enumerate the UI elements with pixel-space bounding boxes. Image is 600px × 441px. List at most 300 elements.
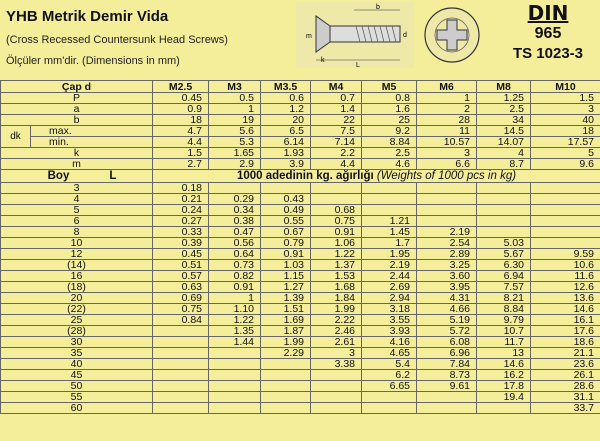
weight-value — [209, 348, 261, 359]
screw-side-drawing — [296, 2, 414, 68]
weight-value — [362, 392, 417, 403]
weight-value — [153, 392, 209, 403]
dimensions-table — [0, 80, 600, 414]
dimension-row — [1, 159, 600, 170]
length-cell: 35 — [1, 348, 153, 359]
weight-value: 2.22 — [311, 315, 362, 326]
weight-value: 1.21 — [362, 216, 417, 227]
weight-value: 14.6 — [531, 304, 600, 315]
dimension-value: 28 — [417, 115, 477, 126]
dimension-value: 5 — [531, 148, 600, 159]
dimension-value: 4.4 — [153, 137, 209, 148]
weight-value: 1.22 — [311, 249, 362, 260]
weight-value — [311, 403, 362, 414]
length-cell: 60 — [1, 403, 153, 414]
dimension-value: 10.57 — [417, 137, 477, 148]
dimension-label: P — [1, 93, 153, 104]
dimension-value: 8.84 — [362, 137, 417, 148]
weight-value: 11.7 — [477, 337, 531, 348]
weight-value: 16.1 — [531, 315, 600, 326]
weight-value — [417, 205, 477, 216]
weight-value — [531, 238, 600, 249]
weight-value — [153, 326, 209, 337]
weight-value — [153, 359, 209, 370]
weight-value — [153, 370, 209, 381]
dimension-value: 0.45 — [153, 93, 209, 104]
weight-value — [362, 403, 417, 414]
dimension-value: 7.5 — [311, 126, 362, 137]
size-header-cell: M10 — [531, 81, 600, 93]
weights-title-en: (Weights of 1000 pcs in kg) — [376, 170, 517, 182]
weight-value: 1.27 — [261, 282, 311, 293]
weight-row — [1, 392, 600, 403]
weight-value — [209, 403, 261, 414]
dimension-label: a — [1, 104, 153, 115]
weight-value — [477, 194, 531, 205]
weight-value: 1.53 — [311, 271, 362, 282]
weight-value: 1.95 — [362, 249, 417, 260]
weight-value — [417, 392, 477, 403]
weight-value: 5.4 — [362, 359, 417, 370]
weight-value: 0.67 — [261, 227, 311, 238]
length-cell: (22) — [1, 304, 153, 315]
weight-value: 1.44 — [209, 337, 261, 348]
weight-value: 6.30 — [477, 260, 531, 271]
weight-value — [417, 216, 477, 227]
weight-value: 1.68 — [311, 282, 362, 293]
ts-number: TS 1023-3 — [512, 45, 584, 62]
weight-value: 2.69 — [362, 282, 417, 293]
weight-value: 12.6 — [531, 282, 600, 293]
weight-value: 1.10 — [209, 304, 261, 315]
weight-row — [1, 337, 600, 348]
weight-value — [311, 392, 362, 403]
length-cell: 45 — [1, 370, 153, 381]
weight-value — [261, 359, 311, 370]
length-cell: 5 — [1, 205, 153, 216]
dimension-label: m — [1, 159, 153, 170]
length-cell: 40 — [1, 359, 153, 370]
weight-value: 0.64 — [209, 249, 261, 260]
weight-value: 1.7 — [362, 238, 417, 249]
dimension-value: 9.2 — [362, 126, 417, 137]
drawing-label-k: k — [321, 57, 325, 64]
weight-value: 1.99 — [311, 304, 362, 315]
weight-value — [531, 227, 600, 238]
dimension-label: max. — [31, 126, 153, 137]
dimension-value: 2.9 — [209, 159, 261, 170]
dimension-value: 2.5 — [477, 104, 531, 115]
weight-value — [209, 381, 261, 392]
length-cell: 16 — [1, 271, 153, 282]
dimension-label: b — [1, 115, 153, 126]
dimension-value: 2.2 — [311, 148, 362, 159]
weight-value: 0.49 — [261, 205, 311, 216]
size-header-cell: M8 — [477, 81, 531, 93]
dimension-value: 18 — [531, 126, 600, 137]
weight-value: 31.1 — [531, 392, 600, 403]
weight-value: 2.94 — [362, 293, 417, 304]
dimension-value: 0.5 — [209, 93, 261, 104]
weight-value: 0.91 — [261, 249, 311, 260]
weight-value — [311, 381, 362, 392]
dimension-value: 1.4 — [311, 104, 362, 115]
dimension-value: 11 — [417, 126, 477, 137]
dimension-value: 14.5 — [477, 126, 531, 137]
weight-value: 0.69 — [153, 293, 209, 304]
weight-row — [1, 370, 600, 381]
weight-value: 0.73 — [209, 260, 261, 271]
weight-value — [153, 348, 209, 359]
weight-value — [209, 359, 261, 370]
dimension-row — [1, 148, 600, 159]
subtitle-english: (Cross Recessed Countersunk Head Screws) — [6, 34, 228, 46]
weight-value: 3.93 — [362, 326, 417, 337]
length-cell: 55 — [1, 392, 153, 403]
weight-value: 7.84 — [417, 359, 477, 370]
weight-value: 2.61 — [311, 337, 362, 348]
weight-value: 3.18 — [362, 304, 417, 315]
dimension-value: 9.6 — [531, 159, 600, 170]
dimension-value: 0.9 — [153, 104, 209, 115]
length-cell: 3 — [1, 183, 153, 194]
dimension-value: 2.7 — [153, 159, 209, 170]
weight-value: 2.46 — [311, 326, 362, 337]
weight-value: 1.35 — [209, 326, 261, 337]
dimension-value: 0.8 — [362, 93, 417, 104]
weight-value — [362, 194, 417, 205]
boy-label: Boy — [47, 170, 70, 182]
weight-value: 5.19 — [417, 315, 477, 326]
weight-value: 6.65 — [362, 381, 417, 392]
weight-value: 1.99 — [261, 337, 311, 348]
weight-value: 6.96 — [417, 348, 477, 359]
weights-title — [153, 170, 600, 183]
weight-value: 1.37 — [311, 260, 362, 271]
din-label: DIN — [527, 1, 569, 25]
weight-value: 0.84 — [153, 315, 209, 326]
weight-value: 13.6 — [531, 293, 600, 304]
dimension-value: 1.6 — [362, 104, 417, 115]
dimension-value: 5.3 — [209, 137, 261, 148]
subtitle-units: Ölçüler mm'dir. (Dimensions in mm) — [6, 55, 180, 67]
weight-value — [209, 392, 261, 403]
weight-value — [477, 403, 531, 414]
dimension-row — [1, 126, 600, 137]
weight-value — [531, 205, 600, 216]
dimension-label: min. — [31, 137, 153, 148]
weight-value: 8.73 — [417, 370, 477, 381]
length-cell: 12 — [1, 249, 153, 260]
weight-row — [1, 194, 600, 205]
weight-value: 0.79 — [261, 238, 311, 249]
weight-value: 9.61 — [417, 381, 477, 392]
weight-value — [362, 205, 417, 216]
weight-value — [477, 227, 531, 238]
weight-row — [1, 359, 600, 370]
weight-value: 5.72 — [417, 326, 477, 337]
dimension-value: 0.7 — [311, 93, 362, 104]
weight-value: 2.89 — [417, 249, 477, 260]
dimension-value: 34 — [477, 115, 531, 126]
dimension-row — [1, 115, 600, 126]
dimension-value: 7.14 — [311, 137, 362, 148]
size-header-cell: M3 — [209, 81, 261, 93]
weight-value: 0.34 — [209, 205, 261, 216]
weight-value — [362, 183, 417, 194]
dimension-value: 1.25 — [477, 93, 531, 104]
dimension-rows — [1, 93, 600, 170]
size-header-cell: M2.5 — [153, 81, 209, 93]
weight-value: 17.8 — [477, 381, 531, 392]
weight-value: 0.21 — [153, 194, 209, 205]
weight-rows — [1, 183, 600, 414]
boy-header-cell — [1, 170, 153, 183]
weight-row — [1, 381, 600, 392]
dimensions-table-container — [0, 80, 600, 441]
weight-value: 0.51 — [153, 260, 209, 271]
weight-value — [417, 183, 477, 194]
weight-value: 18.6 — [531, 337, 600, 348]
weight-value — [477, 205, 531, 216]
weight-value: 0.43 — [261, 194, 311, 205]
dimension-row — [1, 104, 600, 115]
weight-value: 0.57 — [153, 271, 209, 282]
weight-value — [311, 370, 362, 381]
page-header — [0, 0, 600, 80]
weight-value: 3.25 — [417, 260, 477, 271]
dimension-value: 3.9 — [261, 159, 311, 170]
weight-value: 0.24 — [153, 205, 209, 216]
dk-label: dk — [1, 126, 31, 148]
weight-value — [261, 183, 311, 194]
weight-value: 1 — [209, 293, 261, 304]
weight-value — [531, 183, 600, 194]
weight-value: 10.7 — [477, 326, 531, 337]
weight-value: 33.7 — [531, 403, 600, 414]
dimension-value: 1 — [417, 93, 477, 104]
length-cell: 50 — [1, 381, 153, 392]
weight-row — [1, 183, 600, 194]
weight-row — [1, 260, 600, 271]
dimension-value: 5.6 — [209, 126, 261, 137]
size-header-cell: M3.5 — [261, 81, 311, 93]
weight-value — [477, 216, 531, 227]
weight-value: 16.2 — [477, 370, 531, 381]
drawing-label-l: L — [356, 62, 360, 68]
weight-value: 4.31 — [417, 293, 477, 304]
weight-value — [417, 194, 477, 205]
weight-value: 6.08 — [417, 337, 477, 348]
weight-value: 3.60 — [417, 271, 477, 282]
weight-value — [417, 403, 477, 414]
weight-value — [261, 381, 311, 392]
weight-value — [153, 403, 209, 414]
weight-value: 0.75 — [153, 304, 209, 315]
dimension-value: 1.2 — [261, 104, 311, 115]
weight-row — [1, 227, 600, 238]
weight-value — [261, 370, 311, 381]
weight-value — [261, 392, 311, 403]
length-cell: 30 — [1, 337, 153, 348]
weight-value: 21.1 — [531, 348, 600, 359]
weight-value: 9.59 — [531, 249, 600, 260]
weight-value: 8.84 — [477, 304, 531, 315]
length-cell: 8 — [1, 227, 153, 238]
weight-value: 5.67 — [477, 249, 531, 260]
weight-value: 28.6 — [531, 381, 600, 392]
weight-row — [1, 205, 600, 216]
dimension-row — [1, 93, 600, 104]
length-cell: 4 — [1, 194, 153, 205]
weight-value: 1.22 — [209, 315, 261, 326]
dimension-value: 2.5 — [362, 148, 417, 159]
weight-value — [153, 381, 209, 392]
dimension-value: 25 — [362, 115, 417, 126]
weight-value: 0.33 — [153, 227, 209, 238]
weight-value: 1.15 — [261, 271, 311, 282]
weight-value: 10.6 — [531, 260, 600, 271]
weight-row — [1, 315, 600, 326]
dimension-value: 1.5 — [153, 148, 209, 159]
dimension-value: 4.7 — [153, 126, 209, 137]
weight-value: 1.87 — [261, 326, 311, 337]
weight-value — [209, 183, 261, 194]
weight-value: 3.38 — [311, 359, 362, 370]
weight-value — [531, 194, 600, 205]
dimension-value: 1.93 — [261, 148, 311, 159]
weight-value — [153, 337, 209, 348]
weight-value: 8.21 — [477, 293, 531, 304]
weight-value: 5.03 — [477, 238, 531, 249]
weights-title-tr: 1000 adedinin kg. ağırlığı — [236, 170, 374, 182]
weight-value: 0.27 — [153, 216, 209, 227]
weight-value: 0.91 — [209, 282, 261, 293]
dimension-value: 40 — [531, 115, 600, 126]
dimension-value: 20 — [261, 115, 311, 126]
weight-row — [1, 304, 600, 315]
weight-value: 13 — [477, 348, 531, 359]
dimension-value: 4 — [477, 148, 531, 159]
weight-value: 1.69 — [261, 315, 311, 326]
weight-value: 1.51 — [261, 304, 311, 315]
weight-value: 0.55 — [261, 216, 311, 227]
weight-row — [1, 293, 600, 304]
weight-value: 3.55 — [362, 315, 417, 326]
weight-value: 14.6 — [477, 359, 531, 370]
weight-value: 3.95 — [417, 282, 477, 293]
weight-value: 2.19 — [417, 227, 477, 238]
weight-value: 1.39 — [261, 293, 311, 304]
dimension-value: 18 — [153, 115, 209, 126]
weight-value: 3 — [311, 348, 362, 359]
length-cell: 20 — [1, 293, 153, 304]
weight-value: 0.91 — [311, 227, 362, 238]
weight-value: 1.06 — [311, 238, 362, 249]
page-title: YHB Metrik Demir Vida — [6, 8, 169, 25]
weight-value: 26.1 — [531, 370, 600, 381]
dimension-value: 6.6 — [417, 159, 477, 170]
weight-value: 1.45 — [362, 227, 417, 238]
dimension-value: 0.6 — [261, 93, 311, 104]
size-header-cell: M4 — [311, 81, 362, 93]
weight-value: 11.6 — [531, 271, 600, 282]
weight-value — [209, 370, 261, 381]
weight-value: 7.57 — [477, 282, 531, 293]
cross-recess-head-icon — [420, 4, 484, 66]
weight-value: 0.38 — [209, 216, 261, 227]
weight-value — [531, 216, 600, 227]
dimension-value: 22 — [311, 115, 362, 126]
dimension-value: 4.4 — [311, 159, 362, 170]
weight-value: 4.65 — [362, 348, 417, 359]
weight-value — [311, 194, 362, 205]
weight-value: 2.19 — [362, 260, 417, 271]
dimension-value: 8.7 — [477, 159, 531, 170]
length-cell: (18) — [1, 282, 153, 293]
weight-value: 0.56 — [209, 238, 261, 249]
weight-value — [311, 183, 362, 194]
din-number: 965 — [534, 25, 562, 42]
weight-value: 0.68 — [311, 205, 362, 216]
dimension-value: 2 — [417, 104, 477, 115]
length-cell: 25 — [1, 315, 153, 326]
length-cell: (14) — [1, 260, 153, 271]
dimension-value: 19 — [209, 115, 261, 126]
weight-row — [1, 326, 600, 337]
dimension-value: 6.14 — [261, 137, 311, 148]
weight-value: 6.2 — [362, 370, 417, 381]
l-label: L — [109, 170, 117, 182]
weight-value: 6.94 — [477, 271, 531, 282]
weight-value: 1.84 — [311, 293, 362, 304]
length-cell: 6 — [1, 216, 153, 227]
weight-value: 2.54 — [417, 238, 477, 249]
weight-value: 4.66 — [417, 304, 477, 315]
weight-value: 0.82 — [209, 271, 261, 282]
dimension-value: 1.5 — [531, 93, 600, 104]
dimension-value: 3 — [531, 104, 600, 115]
standard-block — [498, 2, 598, 72]
weights-banner-row — [1, 170, 600, 183]
weight-value: 19.4 — [477, 392, 531, 403]
size-header-label: Çap d — [1, 81, 153, 93]
weight-value: 0.45 — [153, 249, 209, 260]
dimension-value: 1 — [209, 104, 261, 115]
weight-value: 0.47 — [209, 227, 261, 238]
weight-value: 0.29 — [209, 194, 261, 205]
drawing-label-m: m — [306, 33, 312, 40]
size-header-cell: M6 — [417, 81, 477, 93]
weight-row — [1, 282, 600, 293]
dimension-value: 4.6 — [362, 159, 417, 170]
dimension-value: 3 — [417, 148, 477, 159]
length-cell: (28) — [1, 326, 153, 337]
drawing-label-d: d — [403, 32, 407, 39]
weight-value: 0.39 — [153, 238, 209, 249]
weight-value: 23.6 — [531, 359, 600, 370]
weight-value: 0.18 — [153, 183, 209, 194]
weight-value: 17.6 — [531, 326, 600, 337]
weight-row — [1, 249, 600, 260]
size-header-cell: M5 — [362, 81, 417, 93]
dimension-value: 6.5 — [261, 126, 311, 137]
weight-row — [1, 403, 600, 414]
length-cell: 10 — [1, 238, 153, 249]
weight-value — [477, 183, 531, 194]
weight-row — [1, 348, 600, 359]
dimension-value: 17.57 — [531, 137, 600, 148]
